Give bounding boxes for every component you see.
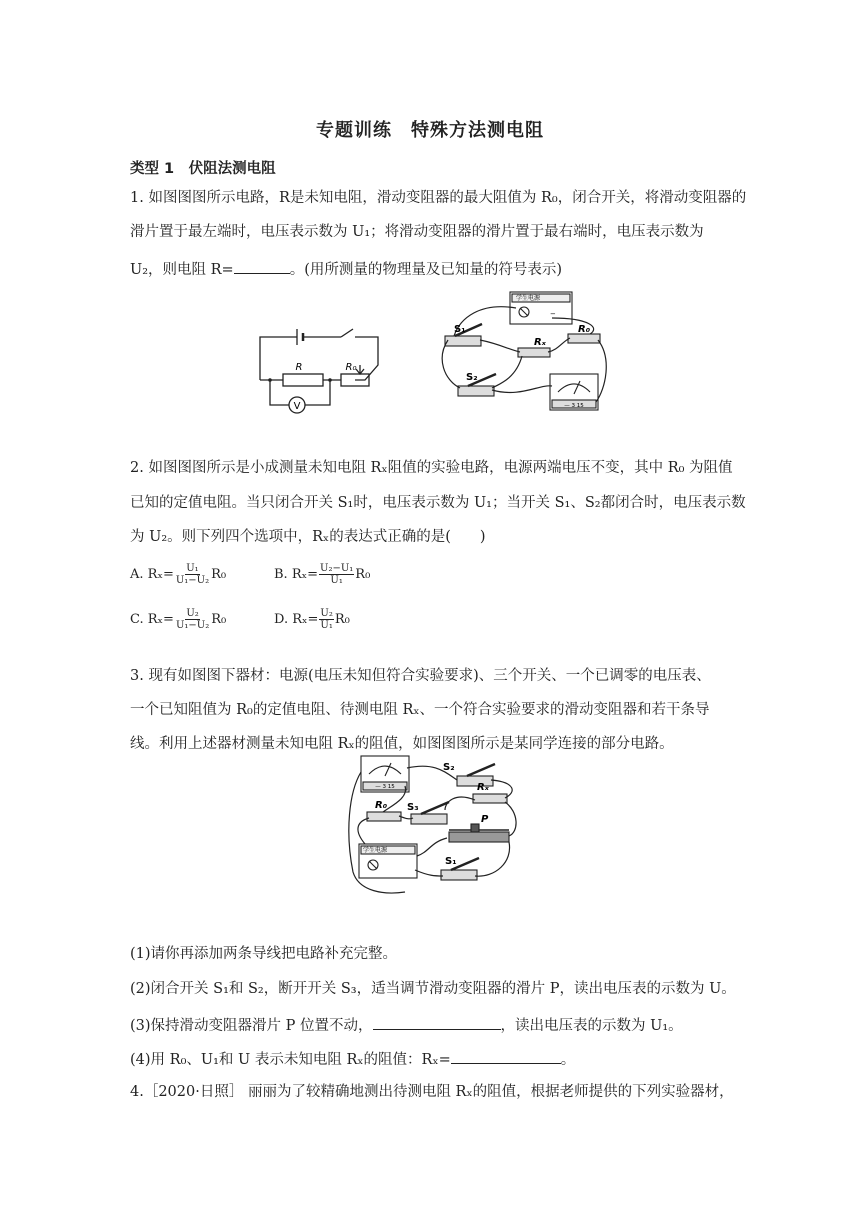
q2-option-b-fraction xyxy=(319,563,354,586)
q2-line3: 为 U₂。则下列四个选项中，Rₓ的表达式正确的是( ) xyxy=(130,529,486,545)
q3-sub4-answer-blank[interactable] xyxy=(451,1047,561,1064)
section-heading: 类型 1 伏阻法测电阻 xyxy=(130,161,276,177)
q3-sub3 xyxy=(130,1013,683,1036)
q1-supply-label: 学生电源 xyxy=(515,295,541,302)
q3-label-s3: S₃ xyxy=(407,802,419,813)
q1-line3-end: 。(用所测量的物理量及已知量的符号表示) xyxy=(289,262,563,278)
q3-sub4-end: 。 xyxy=(560,1052,576,1068)
q2-option-b[interactable] xyxy=(274,563,370,586)
q1-circuit-diagram xyxy=(255,325,385,420)
q2-option-b-denominator: U₁ xyxy=(330,575,343,586)
q3-line1: 3. 现有如图图下器材：电源(电压未知但符合实验要求)、三个开关、一个已调零的电压表、 xyxy=(130,668,711,684)
page-title: 专题训练 特殊方法测电阻 xyxy=(316,120,544,141)
q1-line3-start: U₂，则电阻 R= xyxy=(130,262,234,278)
q3-supply-label: 学生电源 xyxy=(362,847,388,854)
q1-answer-blank[interactable] xyxy=(234,257,290,274)
q2-line2: 已知的定值电阻。当只闭合开关 S₁时，电压表示数为 U₁；当开关 S₁、S₂都闭合时，电压表示数 xyxy=(130,495,746,511)
q2-option-a-fraction xyxy=(175,563,210,586)
q2-option-a-label: A. Rₓ= xyxy=(130,567,174,582)
q1-label-rx: Rₓ xyxy=(534,337,546,348)
q1-line2: 滑片置于最左端时，电压表示数为 U₁；将滑动变阻器的滑片置于最右端时，电压表示数为 xyxy=(130,224,704,240)
q2-option-d-tail: R₀ xyxy=(334,612,350,627)
q3-label-r0: R₀ xyxy=(375,800,388,811)
q1-label-r0-photo: R₀ xyxy=(578,324,591,335)
q3-sub4 xyxy=(130,1047,575,1070)
q1-meter-scale: — 3 15 xyxy=(564,403,584,409)
q2-option-d-numerator: U₂ xyxy=(320,608,333,619)
q2-option-d[interactable] xyxy=(274,608,350,631)
q2-option-b-numerator: U₂−U₁ xyxy=(320,563,354,574)
q3-line2: 一个已知阻值为 R₀的定值电阻、待测电阻 Rₓ、一个符合实验要求的滑动变阻器和若干条导 xyxy=(130,702,710,718)
q1-supply-minus: − xyxy=(550,310,556,318)
q1-line3 xyxy=(130,257,562,280)
q4-line1: 4.［2020·日照］ 丽丽为了较精确地测出待测电阻 Rₓ的阻值，根据老师提供的下列实验器材， xyxy=(130,1084,734,1100)
q1-label-v: V xyxy=(293,401,301,412)
q1-label-s1: S₁ xyxy=(454,324,466,335)
q2-option-a-numerator: U₁ xyxy=(186,563,199,574)
q2-option-a-denominator: U₁−U₂ xyxy=(175,575,210,586)
q2-option-c-label: C. Rₓ= xyxy=(130,612,174,627)
q3-label-s2: S₂ xyxy=(443,762,455,773)
q2-option-b-tail: R₀ xyxy=(355,567,371,582)
q2-option-c-tail: R₀ xyxy=(211,612,227,627)
q3-sub2: (2)闭合开关 S₁和 S₂，断开开关 S₃，适当调节滑动变阻器的滑片 P，读出电压表的示数为 U。 xyxy=(130,981,736,997)
q1-label-r0: R₀ xyxy=(345,362,357,373)
q3-sub3-answer-blank[interactable] xyxy=(373,1013,501,1030)
q3-apparatus-drawing xyxy=(345,752,520,895)
q2-option-d-label: D. Rₓ= xyxy=(274,612,319,627)
q3-meter-scale: — 3 15 xyxy=(375,784,395,790)
q2-line1: 2. 如图图图所示是小成测量未知电阻 Rₓ阻值的实验电路，电源两端电压不变，其中 R₀ 为阻值 xyxy=(130,460,733,476)
q2-option-a-tail: R₀ xyxy=(211,567,227,582)
q3-label-rx: Rₓ xyxy=(477,782,489,793)
q3-sub1: (1)请你再添加两条导线把电路补充完整。 xyxy=(130,946,398,962)
q2-option-c-numerator: U₂ xyxy=(186,608,199,619)
q2-option-b-label: B. Rₓ= xyxy=(274,567,319,582)
q2-option-a[interactable] xyxy=(130,563,226,586)
q3-sub3-end: ，读出电压表的示数为 U₁。 xyxy=(500,1018,683,1034)
q1-label-r: R xyxy=(295,362,303,373)
q3-label-p: P xyxy=(481,814,489,825)
q1-apparatus-drawing xyxy=(440,288,610,416)
q3-label-s1: S₁ xyxy=(445,856,457,867)
q3-line3: 线。利用上述器材测量未知电阻 Rₓ的阻值，如图图图所示是某同学连接的部分电路。 xyxy=(130,736,674,752)
q2-option-d-denominator: U₁ xyxy=(320,620,333,631)
q3-sub4-start: (4)用 R₀、U₁和 U 表示未知电阻 Rₓ的阻值：Rₓ= xyxy=(130,1052,451,1068)
q2-option-c-fraction xyxy=(175,608,210,631)
q1-line1: 1. 如图图图所示电路，R是未知电阻，滑动变阻器的最大阻值为 R₀，闭合开关，将滑动变阻器的 xyxy=(130,190,747,206)
q3-sub3-start: (3)保持滑动变阻器滑片 P 位置不动， xyxy=(130,1018,373,1034)
q2-option-d-fraction xyxy=(319,608,333,631)
q2-option-c[interactable] xyxy=(130,608,226,631)
q2-option-c-denominator: U₁−U₂ xyxy=(175,620,210,631)
q1-label-s2: S₂ xyxy=(466,372,478,383)
